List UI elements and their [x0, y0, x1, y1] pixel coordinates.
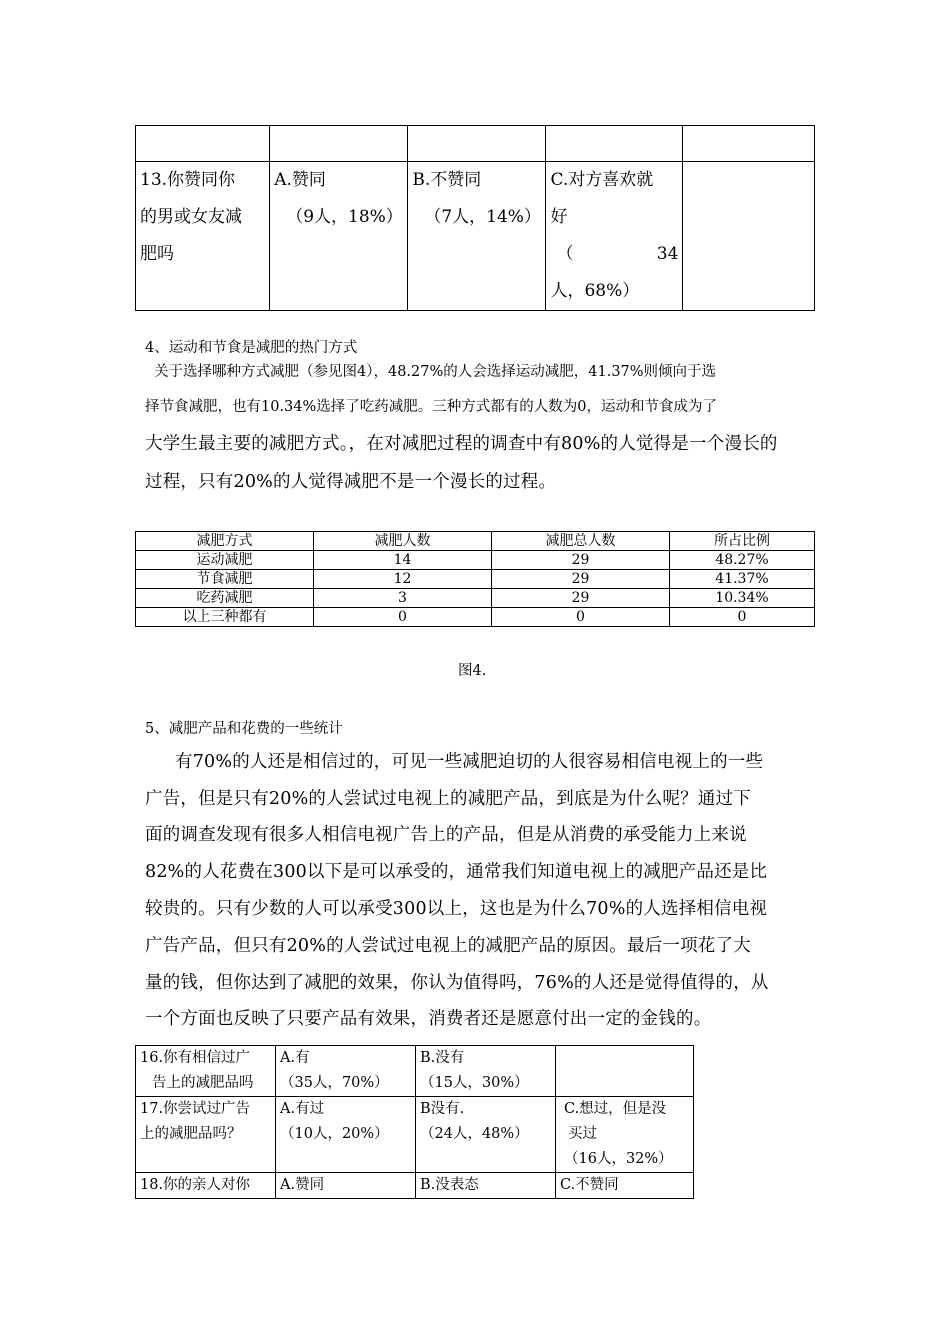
paragraph-line: 择节食减肥，也有10.34%选择了吃药减肥。三种方式都有的人数为0，运动和节食成为了 [145, 399, 718, 415]
option-label: 买过 [568, 1126, 597, 1142]
option-a-cell [276, 1097, 416, 1173]
paragraph-line: 量的钱，但你达到了减肥的效果，你认为值得吗，76%的人还是觉得值得的，从 [145, 973, 769, 993]
option-stat: （16人，32%） [564, 1151, 673, 1167]
table-cell [683, 162, 815, 311]
question-cell [136, 1097, 276, 1173]
table-row [136, 589, 815, 608]
table-cell: 3 [314, 589, 492, 608]
option-a-cell [270, 162, 408, 311]
table-row [136, 1097, 694, 1173]
table-cell: 29 [492, 570, 670, 589]
option-stat: （10人，20%） [280, 1126, 389, 1142]
question-cell: 18.你的亲人对你 [136, 1173, 276, 1199]
question-cell [136, 1046, 276, 1097]
option-label: C.对方喜欢就 [550, 170, 654, 190]
option-label: B没有. [420, 1101, 465, 1117]
paragraph-line: 82%的人花费在300以下是可以承受的，通常我们知道电视上的减肥产品还是比 [145, 862, 768, 882]
paragraph-line: 大学生最主要的减肥方式。，在对减肥过程的调查中有80%的人觉得是一个漫长的 [145, 434, 778, 454]
option-label: B.没有 [420, 1050, 465, 1066]
option-c-cell: C.不赞同 [556, 1173, 694, 1199]
table-row [136, 570, 815, 589]
option-b-cell: B.没表态 [416, 1173, 556, 1199]
question-line: 16.你有相信过广 [140, 1050, 251, 1066]
table-cell: 10.34% [670, 589, 815, 608]
question-line: 上的减肥品吗？ [140, 1126, 242, 1142]
option-stat: （15人，30%） [420, 1075, 529, 1091]
paragraph-line: 关于选择哪种方式减肥（参见图4），48.27%的人会选择运动减肥，41.37%则倾向于选 [154, 364, 717, 380]
option-stat: （7人，14%） [424, 207, 541, 227]
table-header-row [136, 532, 815, 551]
table-row [136, 162, 815, 311]
figure-caption: 图4. [458, 663, 487, 679]
table-cell [270, 126, 408, 162]
survey-table-q16-18 [135, 1045, 694, 1199]
column-header: 减肥人数 [314, 532, 492, 551]
stat-num: 34 [656, 244, 679, 264]
option-label: A.有过 [280, 1101, 325, 1117]
option-label: C.想过，但是没 [564, 1101, 667, 1117]
table-cell: 12 [314, 570, 492, 589]
stat-open: （ [556, 244, 574, 264]
survey-table-q13 [135, 125, 815, 311]
question-line: 的男或女友减 [140, 207, 242, 227]
table-cell [546, 126, 683, 162]
option-stat: 人，68%） [550, 281, 640, 301]
table-cell [683, 126, 815, 162]
column-header: 减肥方式 [136, 532, 314, 551]
option-a-cell: A.赞同 [276, 1173, 416, 1199]
table-cell: 41.37% [670, 570, 815, 589]
question-line: 17.你尝试过广告 [140, 1101, 251, 1117]
option-label: A.赞同 [274, 170, 326, 190]
table-cell [556, 1046, 694, 1097]
option-c-cell [556, 1097, 694, 1173]
weight-loss-method-table [135, 531, 815, 627]
table-cell: 29 [492, 551, 670, 570]
column-header: 所占比例 [670, 532, 815, 551]
paragraph-line: 过程，只有20%的人觉得减肥不是一个漫长的过程。 [145, 472, 557, 492]
paragraph-line: 广告产品，但只有20%的人尝试过电视上的减肥产品的原因。最后一项花了大 [145, 936, 751, 956]
paragraph-line: 有70%的人还是相信过的，可见一些减肥迫切的人很容易相信电视上的一些 [175, 752, 764, 772]
table-cell: 0 [314, 608, 492, 627]
question-line: 13.你赞同你 [140, 170, 236, 190]
table-cell: 29 [492, 589, 670, 608]
table-cell [408, 126, 546, 162]
table-cell: 14 [314, 551, 492, 570]
question-line: 肥吗 [140, 244, 174, 264]
option-stat: （24人，48%） [420, 1126, 529, 1142]
column-header: 减肥总人数 [492, 532, 670, 551]
table-cell [136, 126, 270, 162]
table-cell: 48.27% [670, 551, 815, 570]
option-c-cell [546, 162, 683, 311]
option-b-cell [408, 162, 546, 311]
table-cell: 吃药减肥 [136, 589, 314, 608]
table-row [136, 1173, 694, 1199]
question-line: 告上的减肥品吗 [152, 1075, 254, 1091]
table-row [136, 608, 815, 627]
option-stat: （9人，18%） [286, 207, 403, 227]
option-label: B.不赞同 [412, 170, 482, 190]
option-stat [550, 236, 678, 273]
paragraph-line: 广告，但是只有20%的人尝试过电视上的减肥产品，到底是为什么呢？通过下 [145, 789, 751, 809]
table-row [136, 551, 815, 570]
section-4-heading: 4、运动和节食是减肥的热门方式 [145, 340, 358, 356]
table-cell: 0 [492, 608, 670, 627]
option-label: A.有 [280, 1050, 310, 1066]
table-cell: 0 [670, 608, 815, 627]
paragraph-line: 较贵的。只有少数的人可以承受300以上，这也是为什么70%的人选择相信电视 [145, 899, 768, 919]
option-label: 好 [550, 207, 568, 227]
paragraph-line: 面的调查发现有很多人相信电视广告上的产品，但是从消费的承受能力上来说 [145, 825, 747, 845]
table-cell: 以上三种都有 [136, 608, 314, 627]
option-b-cell [416, 1046, 556, 1097]
option-stat: （35人，70%） [280, 1075, 389, 1091]
table-cell: 节食减肥 [136, 570, 314, 589]
paragraph-line: 一个方面也反映了只要产品有效果，消费者还是愿意付出一定的金钱的。 [145, 1009, 712, 1029]
question-cell [136, 162, 270, 311]
table-row [136, 126, 815, 162]
table-row [136, 1046, 694, 1097]
option-b-cell [416, 1097, 556, 1173]
table-cell: 运动减肥 [136, 551, 314, 570]
section-5-heading: 5、减肥产品和花费的一些统计 [145, 721, 343, 737]
option-a-cell [276, 1046, 416, 1097]
